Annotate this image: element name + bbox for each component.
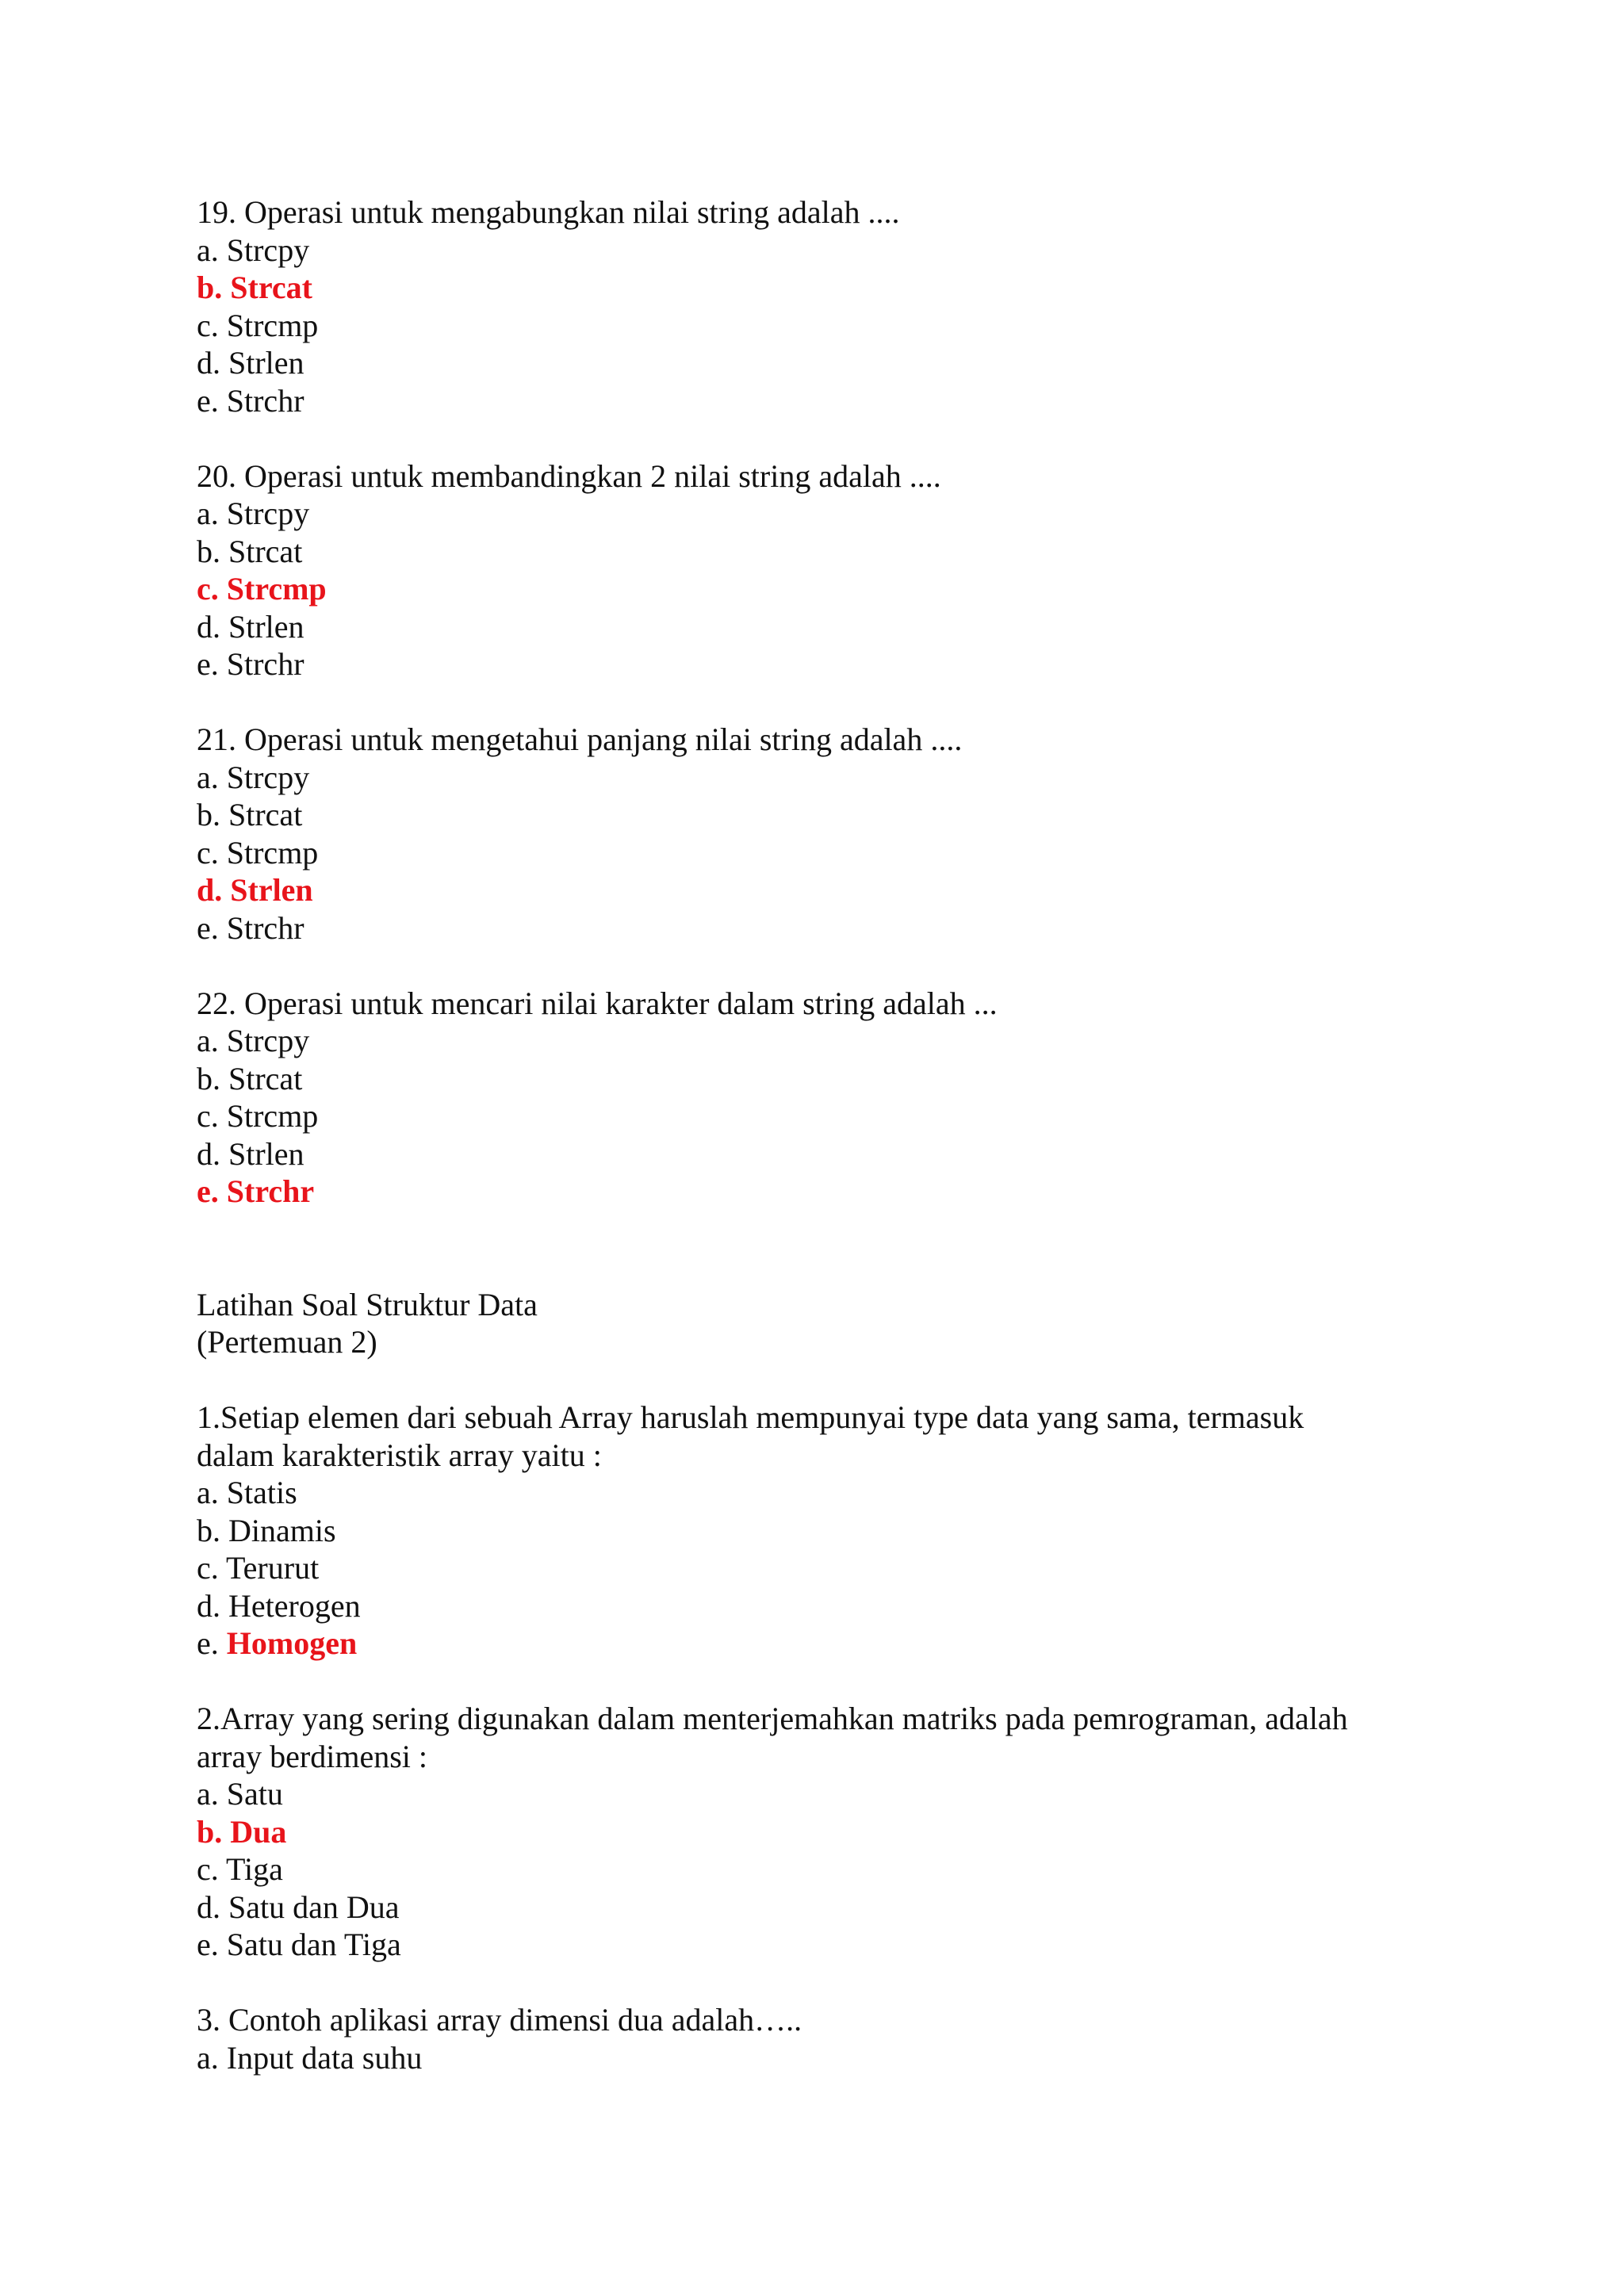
option-19-e: e. Strchr [197,382,304,419]
option-1-e [197,1624,1434,1663]
spacer [197,1964,1434,2002]
option-20-d: d. Strlen [197,608,304,645]
option-21-d-answer: d. Strlen [197,872,313,908]
option-1-a: a. Statis [197,1475,297,1510]
spacer [197,1663,1434,1701]
option-21-b: b. Strcat [197,797,303,832]
option-1-d: d. Heterogen [197,1587,361,1624]
option-2-d: d. Satu dan Dua [197,1888,400,1925]
option-20-c-answer: c. Strcmp [197,571,327,607]
option-2-b-answer: b. Dua [197,1813,287,1850]
question-20: 20. Operasi untuk membandingkan 2 nilai string adalah .... [197,457,941,494]
option-1-c: c. Terurut [197,1550,320,1586]
option-22-d: d. Strlen [197,1135,304,1172]
spacer [197,947,1434,985]
option-1-e-answer: Homogen [226,1625,358,1661]
option-20-e: e. Strchr [197,646,304,682]
option-19-c: c. Strcmp [197,307,319,343]
option-22-b: b. Strcat [197,1060,303,1096]
spacer [197,1211,1434,1286]
question-1-line1: 1.Setiap elemen dari sebuah Array haruslah mempunyai type data yang sama, termasuk [197,1399,1304,1435]
spacer [197,683,1434,721]
option-19-b-answer: b. Strcat [197,270,312,305]
option-20-b: b. Strcat [197,533,303,569]
option-1-e-prefix: e. [197,1625,227,1661]
section-subtitle: (Pertemuan 2) [197,1324,377,1360]
option-1-b: b. Dinamis [197,1512,336,1548]
spacer [197,419,1434,457]
question-3: 3. Contoh aplikasi array dimensi dua adalah….. [197,2002,802,2038]
option-3-a: a. Input data suhu [197,2039,423,2076]
question-1-line2: dalam karakteristik array yaitu : [197,1437,602,1473]
question-2-line1: 2.Array yang sering digunakan dalam menterjemahkan matriks pada pemrograman, adalah [197,1701,1348,1736]
question-2-line2: array berdimensi : [197,1738,427,1774]
option-21-c: c. Strcmp [197,834,319,871]
option-20-a: a. Strcpy [197,496,310,531]
option-22-e-answer: e. Strchr [197,1173,315,1209]
option-19-a: a. Strcpy [197,232,310,268]
question-21: 21. Operasi untuk mengetahui panjang nilai string adalah .... [197,721,963,757]
option-2-e: e. Satu dan Tiga [197,1927,401,1962]
option-19-d: d. Strlen [197,345,304,381]
option-2-a: a. Satu [197,1776,283,1812]
option-2-c: c. Tiga [197,1851,283,1887]
question-22: 22. Operasi untuk mencari nilai karakter dalam string adalah ... [197,985,998,1021]
document-body [197,193,1434,2076]
option-21-a: a. Strcpy [197,759,310,795]
spacer [197,1361,1434,1399]
option-22-a: a. Strcpy [197,1023,310,1058]
option-21-e: e. Strchr [197,909,304,946]
section-title: Latihan Soal Struktur Data [197,1286,538,1322]
question-19: 19. Operasi untuk mengabungkan nilai string adalah .... [197,194,900,230]
option-22-c: c. Strcmp [197,1098,319,1134]
